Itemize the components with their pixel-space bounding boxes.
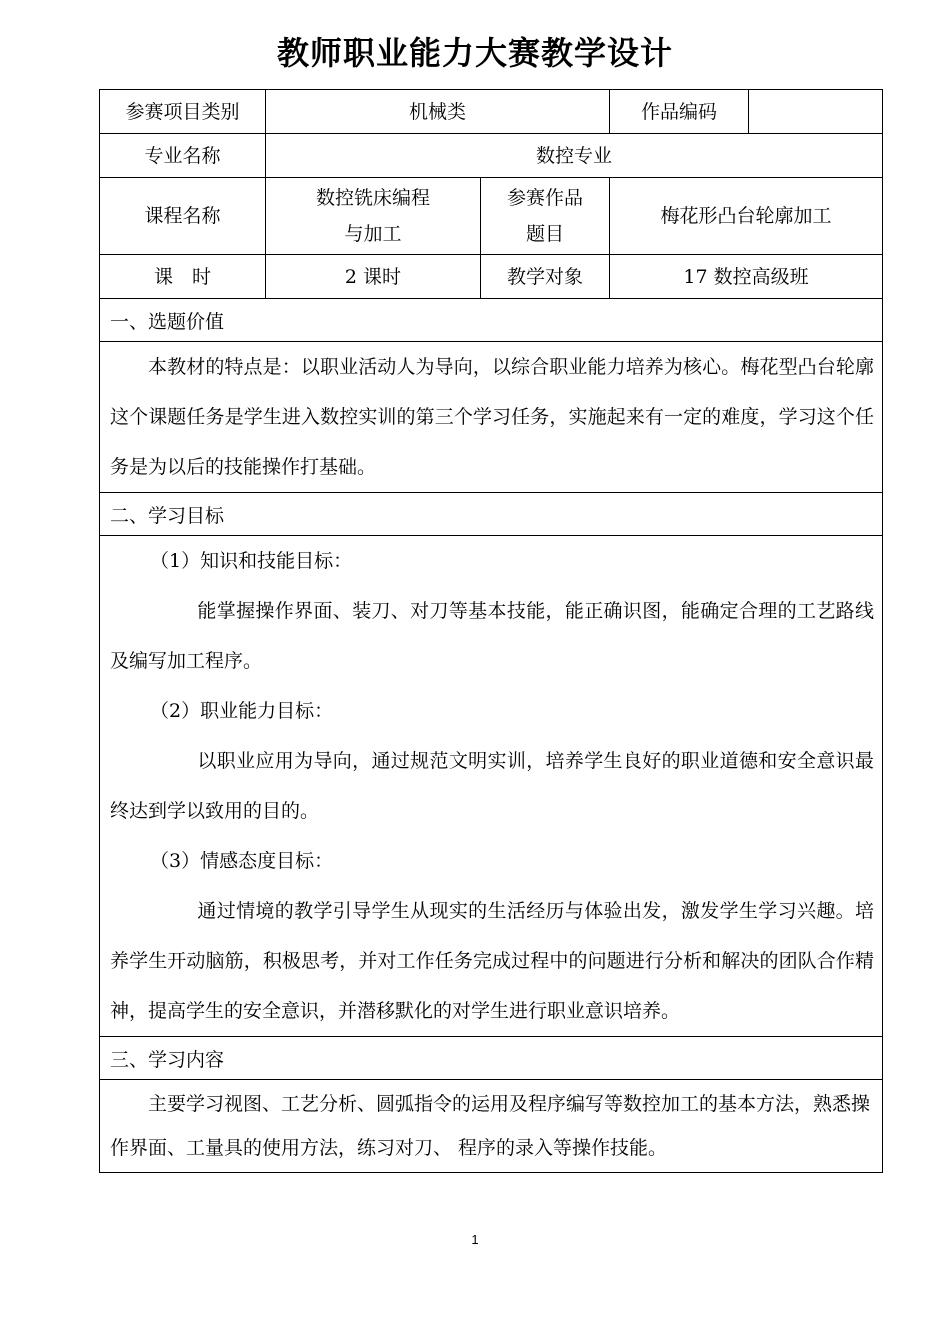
page-number: 1 (471, 1232, 479, 1247)
row-section2-body (100, 536, 883, 1037)
goal3-text: 通过情境的教学引导学生从现实的生活经历与体验出发，激发学生学习兴趣。培养学生开动脑筋，积极思考，并对工作任务完成过程中的问题进行分析和解决的团队合作精神，提高学生的安全意识，并潜移默化的对学生进行职业意识培养。 (110, 900, 875, 1022)
major-label: 专业名称 (100, 134, 266, 178)
row-hours (100, 255, 883, 299)
hours-value: 2 课时 (266, 255, 481, 299)
goal2-text: 以职业应用为导向，通过规范文明实训，培养学生良好的职业道德和安全意识最终达到学以致用的目的。 (110, 750, 875, 822)
row-category (100, 90, 883, 134)
major-value: 数控专业 (266, 134, 883, 178)
section3-text: 主要学习视图、工艺分析、圆弧指令的运用及程序编写等数控加工的基本方法，熟悉操作界面、工量具的使用方法，练习对刀、 程序的录入等操作技能。 (100, 1080, 883, 1173)
goal1-text: 能掌握操作界面、装刀、对刀等基本技能，能正确识图，能确定合理的工艺路线及编写加工程序。 (110, 600, 875, 672)
row-section2-heading (100, 493, 883, 536)
section3-heading: 三、学习内容 (100, 1037, 883, 1080)
topic-label-line1: 参赛作品 (507, 187, 584, 209)
goal2-title: （2）职业能力目标： (150, 700, 334, 722)
section1-text: 本教材的特点是：以职业活动人为导向，以综合职业能力培养为核心。梅花型凸台轮廓这个课题任务是学生进入数控实训的第三个学习任务，实施起来有一定的难度，学习这个任务是为以后的技能操作打基础。 (100, 342, 883, 493)
code-value (749, 90, 883, 134)
topic-label-line2: 题目 (526, 223, 565, 245)
category-label: 参赛项目类别 (100, 90, 266, 134)
row-major (100, 134, 883, 178)
row-section1-heading (100, 299, 883, 342)
code-label: 作品编码 (610, 90, 749, 134)
section2-body (100, 536, 883, 1037)
row-course (100, 178, 883, 255)
row-section3-body (100, 1080, 883, 1173)
hours-label: 课 时 (100, 255, 266, 299)
row-section1-body (100, 342, 883, 493)
course-value-line2: 与加工 (344, 223, 402, 245)
goal1-title: （1）知识和技能目标： (150, 550, 353, 572)
topic-label (481, 178, 610, 255)
document-title: 教师职业能力大赛教学设计 (276, 34, 673, 72)
goal3-title: （3）情感态度目标： (150, 850, 334, 872)
category-value: 机械类 (266, 90, 610, 134)
section2-heading: 二、学习目标 (100, 493, 883, 536)
lesson-design-table (99, 89, 883, 1173)
course-value-line1: 数控铣床编程 (315, 187, 430, 209)
target-label: 教学对象 (481, 255, 610, 299)
topic-value: 梅花形凸台轮廓加工 (610, 178, 883, 255)
course-value (266, 178, 481, 255)
row-section3-heading (100, 1037, 883, 1080)
target-value: 17 数控高级班 (610, 255, 883, 299)
section1-heading: 一、选题价值 (100, 299, 883, 342)
course-label: 课程名称 (100, 178, 266, 255)
